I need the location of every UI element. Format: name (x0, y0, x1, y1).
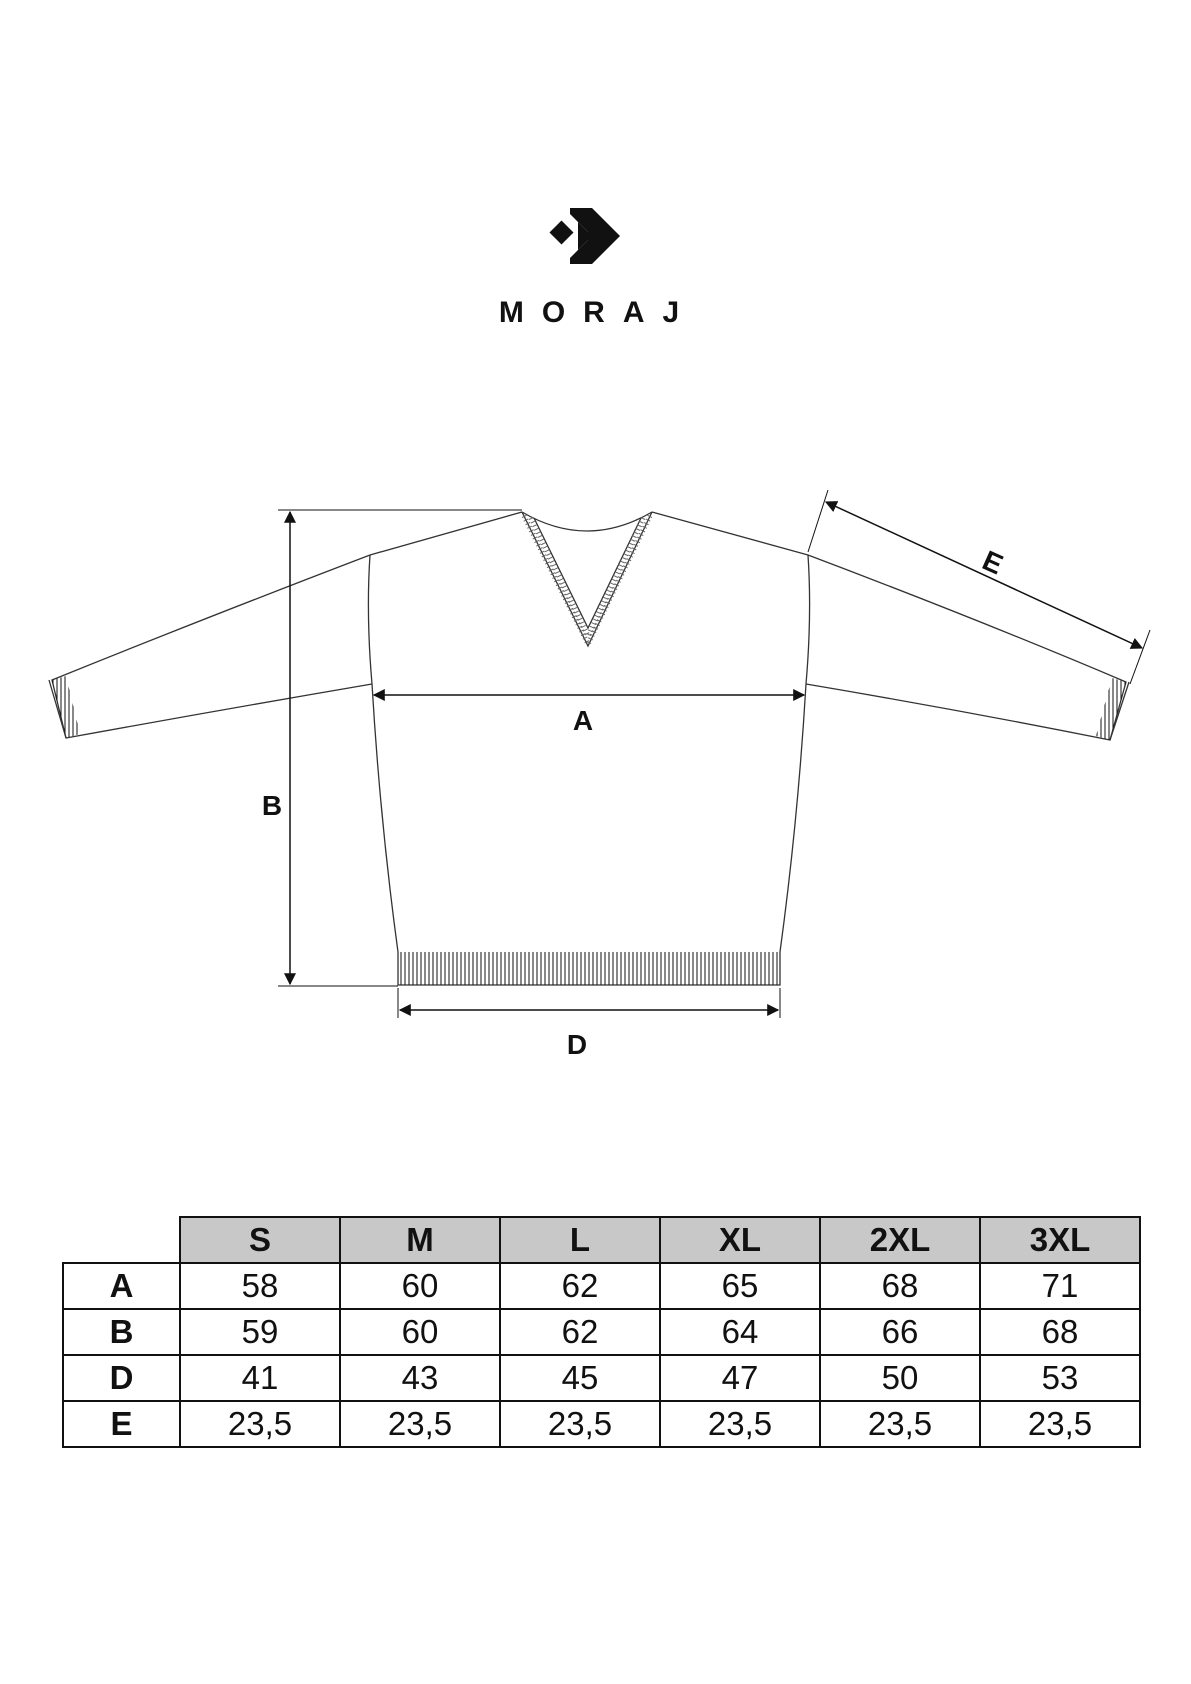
label-a: A (572, 705, 594, 736)
table-cell: 60 (340, 1309, 500, 1355)
table-cell: 64 (660, 1309, 820, 1355)
table-cell: 58 (180, 1263, 340, 1309)
table-cell: 43 (340, 1355, 500, 1401)
size-header: L (500, 1217, 660, 1263)
table-cell: 23,5 (980, 1401, 1140, 1447)
dimension-lines (278, 490, 1150, 1018)
ribbing (52, 516, 1126, 985)
row-label: E (63, 1401, 180, 1447)
table-cell: 23,5 (340, 1401, 500, 1447)
size-header: S (180, 1217, 340, 1263)
row-label: D (63, 1355, 180, 1401)
row-label: A (63, 1263, 180, 1309)
table-cell: 47 (660, 1355, 820, 1401)
table-cell: 23,5 (500, 1401, 660, 1447)
table-cell: 41 (180, 1355, 340, 1401)
table-cell: 62 (500, 1263, 660, 1309)
diamond-chevron-icon (470, 200, 710, 290)
size-header: XL (660, 1217, 820, 1263)
table-cell: 53 (980, 1355, 1140, 1401)
label-d: D (566, 1029, 588, 1060)
label-e: E (977, 544, 1008, 581)
size-header: 2XL (820, 1217, 980, 1263)
brand-name: MORAJ (498, 296, 698, 329)
table-row (63, 1355, 1140, 1401)
table-cell: 50 (820, 1355, 980, 1401)
size-header: 3XL (980, 1217, 1140, 1263)
table-cell: 23,5 (660, 1401, 820, 1447)
table-cell: 68 (820, 1263, 980, 1309)
sweater-diagram (0, 440, 1191, 1100)
table-cell: 68 (980, 1309, 1140, 1355)
table-cell: 23,5 (820, 1401, 980, 1447)
table-corner (63, 1217, 180, 1263)
table-cell: 45 (500, 1355, 660, 1401)
table-row (63, 1401, 1140, 1447)
table-row (63, 1263, 1140, 1309)
table-cell: 62 (500, 1309, 660, 1355)
brand-logo (470, 200, 710, 330)
label-b: B (261, 790, 283, 821)
table-header-row (63, 1217, 1140, 1263)
table-row (63, 1309, 1140, 1355)
table-cell: 59 (180, 1309, 340, 1355)
table-cell: 66 (820, 1309, 980, 1355)
table-cell: 23,5 (180, 1401, 340, 1447)
table-cell: 60 (340, 1263, 500, 1309)
table-cell: 71 (980, 1263, 1140, 1309)
row-label: B (63, 1309, 180, 1355)
table-cell: 65 (660, 1263, 820, 1309)
sweater-outline (49, 512, 1129, 985)
size-header: M (340, 1217, 500, 1263)
size-table (62, 1216, 1141, 1448)
